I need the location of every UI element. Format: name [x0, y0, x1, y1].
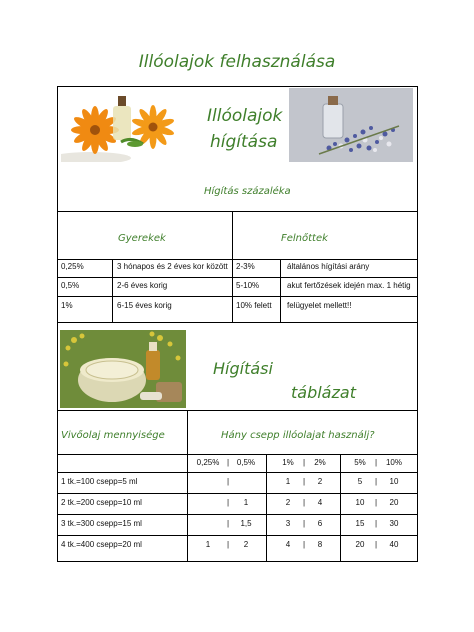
section2-heading-line1: Hígítási [213, 359, 273, 378]
percent-header: 1% [282, 458, 294, 467]
percent-header: 0,25% [196, 458, 220, 467]
separator: | [226, 477, 230, 486]
drop-count: 3 [285, 519, 291, 528]
table-cell: 10% felett [236, 301, 272, 310]
table-cell: 5-10% [236, 281, 260, 290]
drop-count: 2 [285, 498, 291, 507]
table-cell: 0,25% [61, 262, 84, 271]
drop-count: 1,5 [240, 519, 252, 528]
separator: | [302, 477, 306, 486]
percent-header: 10% [385, 458, 402, 467]
table-cell: 0,5% [61, 281, 80, 290]
table-cell: felügyelet mellett!! [287, 301, 352, 310]
percent-header: 5% [354, 458, 366, 467]
column-header-drops: Hány csepp illóolajat használj? [221, 430, 375, 441]
drop-count: 40 [389, 540, 399, 549]
separator: | [302, 498, 306, 507]
divider [57, 211, 418, 212]
table-cell: 2-6 éves korig [117, 281, 168, 290]
table-cell: 1% [61, 301, 73, 310]
divider [187, 410, 188, 562]
drop-count: 20 [355, 540, 365, 549]
separator: | [302, 519, 306, 528]
divider [280, 259, 281, 322]
drop-count: 20 [389, 498, 399, 507]
drop-count: 1 [285, 477, 291, 486]
divider [57, 535, 418, 536]
drop-count: 2 [243, 540, 249, 549]
carrier-amount: 2 tk.=200 csepp=10 ml [61, 498, 142, 507]
section1-heading-line2: hígítása [210, 132, 278, 152]
separator: | [302, 458, 306, 467]
section1-heading-line1: Illóolajok [207, 106, 283, 126]
section2-heading-line2: táblázat [291, 383, 356, 402]
table-cell: 2-3% [236, 262, 255, 271]
drop-count: 1 [205, 540, 211, 549]
separator: | [374, 519, 378, 528]
separator: | [374, 458, 378, 467]
percent-header: 0,5% [236, 458, 256, 467]
drop-count: 5 [357, 477, 363, 486]
separator: | [226, 498, 230, 507]
separator: | [302, 540, 306, 549]
drop-count: 6 [317, 519, 323, 528]
divider [57, 514, 418, 515]
column-header-children: Gyerekek [118, 233, 166, 244]
divider [112, 259, 113, 322]
column-header-adults: Felnőttek [281, 233, 328, 244]
separator: | [226, 519, 230, 528]
divider [57, 410, 418, 411]
separator: | [374, 477, 378, 486]
drop-count: 8 [317, 540, 323, 549]
table-cell: általános hígítási arány [287, 262, 370, 271]
drop-count: 1 [243, 498, 249, 507]
column-header-carrier-oil: Vivőolaj mennyisége [61, 430, 165, 441]
drop-count: 10 [389, 477, 399, 486]
carrier-amount: 4 tk.=400 csepp=20 ml [61, 540, 142, 549]
percent-header: 2% [314, 458, 326, 467]
divider [57, 493, 418, 494]
table-cell: 6-15 éves korig [117, 301, 172, 310]
table-cell: akut fertőzések idején max. 1 hétig [287, 281, 411, 290]
divider [232, 211, 233, 322]
calendula-oil-image [61, 88, 183, 162]
carrier-amount: 3 tk.=300 csepp=15 ml [61, 519, 142, 528]
divider [340, 454, 341, 562]
divider [57, 322, 418, 323]
table-cell: 3 hónapos és 2 éves kor között [117, 262, 228, 271]
drop-count: 4 [317, 498, 323, 507]
herbal-salve-image [60, 330, 186, 408]
section1-subheading: Hígítás százaléka [204, 186, 291, 197]
page-title: Illóolajok felhasználása [138, 52, 336, 72]
drop-count: 15 [355, 519, 365, 528]
separator: | [374, 540, 378, 549]
divider [266, 454, 267, 562]
drop-count: 10 [355, 498, 365, 507]
drop-count: 2 [317, 477, 323, 486]
separator: | [374, 498, 378, 507]
drop-count: 30 [389, 519, 399, 528]
carrier-amount: 1 tk.=100 csepp=5 ml [61, 477, 138, 486]
drop-count: 4 [285, 540, 291, 549]
divider [57, 472, 418, 473]
divider [57, 454, 418, 455]
separator: | [226, 458, 230, 467]
separator: | [226, 540, 230, 549]
lavender-oil-image [289, 88, 413, 162]
